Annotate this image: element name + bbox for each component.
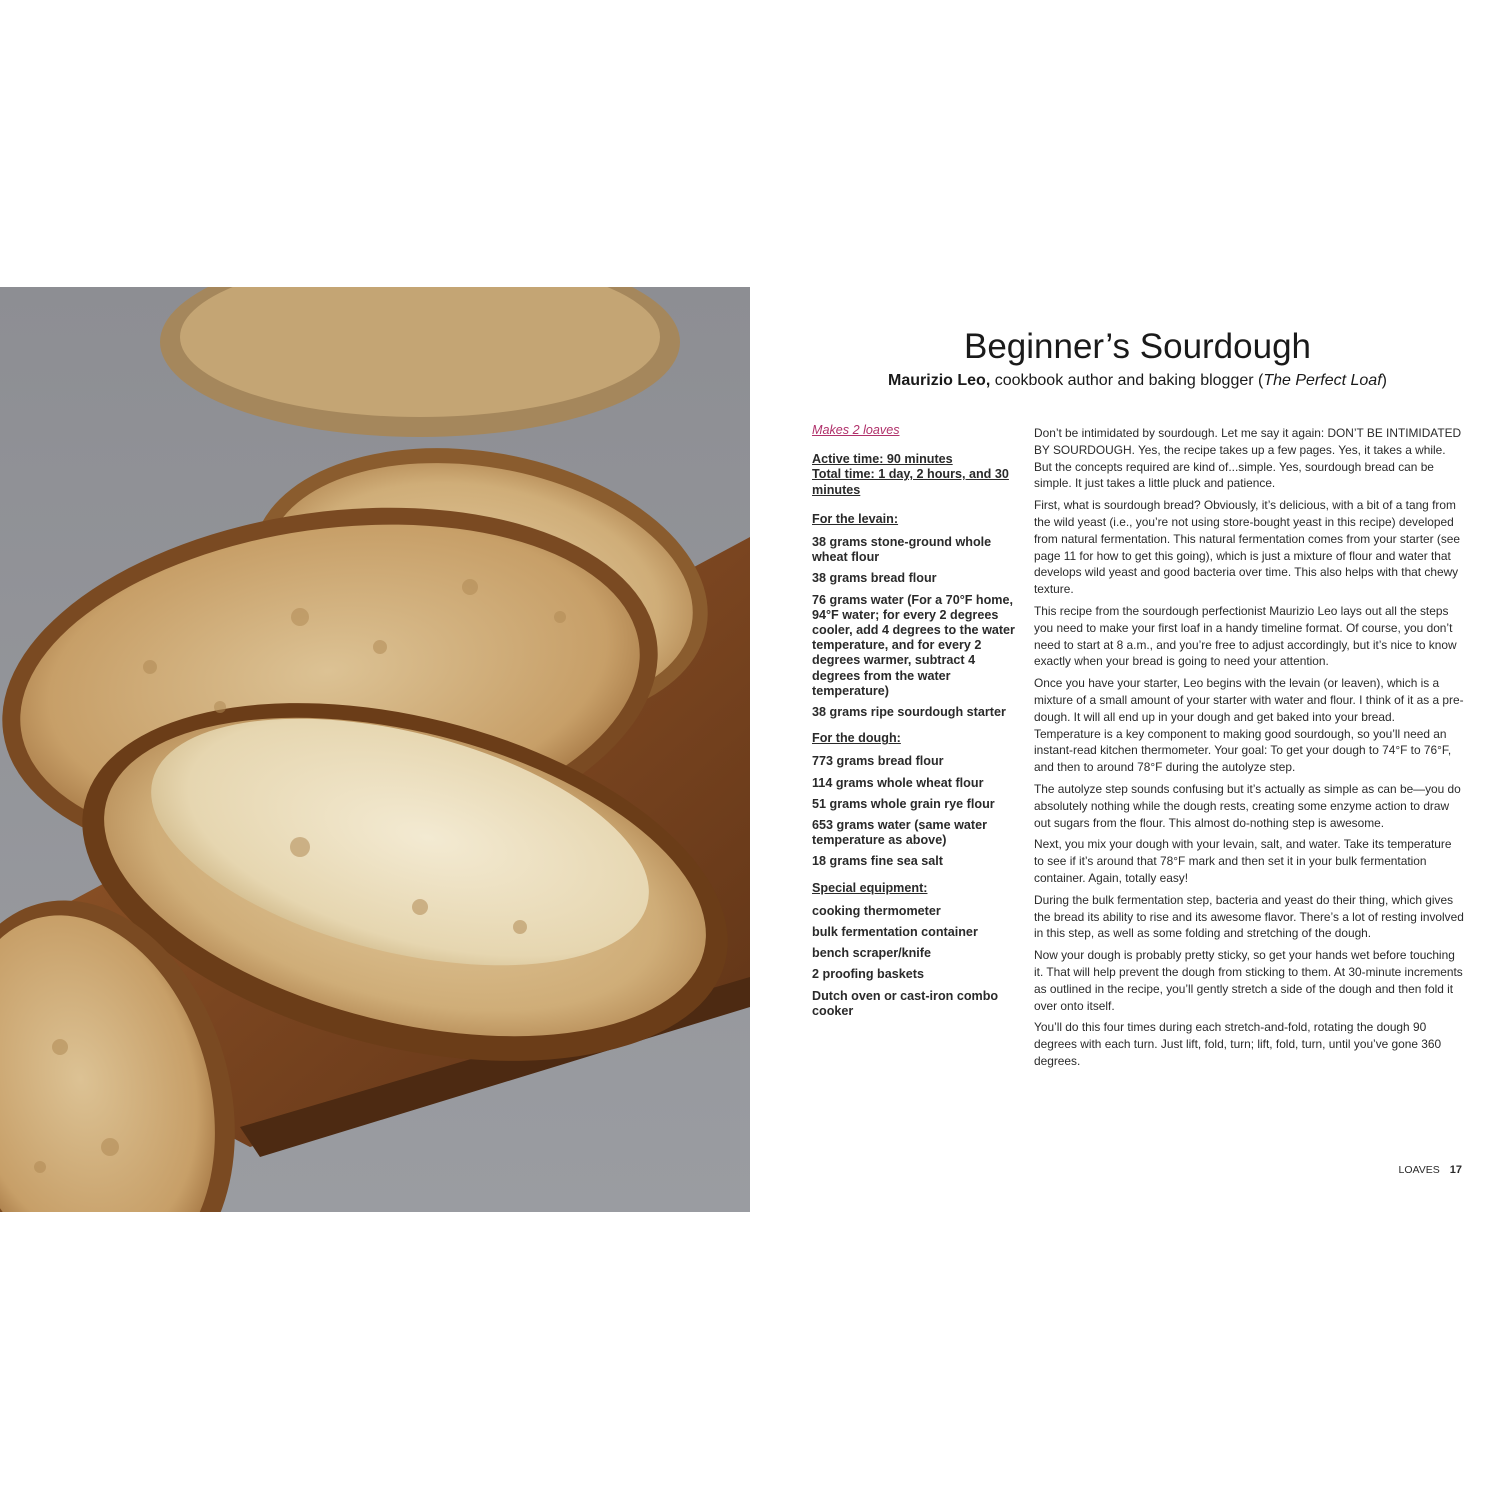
ingredients-sidebar: [812, 423, 1017, 1025]
ingredient-item: 51 grams whole grain rye flour: [812, 796, 995, 811]
body-paragraph: You’ll do this four times during each stretch-and-fold, rotating the dough 90 degrees with each turn. Just lift, fold, turn; lift, fold, turn, until you’ve gone 360 degrees.: [1034, 1020, 1442, 1068]
author-source: The Perfect Loaf: [1263, 372, 1382, 389]
body-paragraph: Now your dough is probably pretty sticky, so get your hands wet before touching it. That will help prevent the dough from sticking to them. At 30-minute increments as outlined in the recipe, you’ll gently stretch a side of the dough and then fold it over onto itself.: [1034, 948, 1463, 1013]
body-paragraph: This recipe from the sourdough perfectionist Maurizio Leo lays out all the steps you need to make your first loaf in a handy timeline format. Of course, you don’t need to start at 8 a.m., and you’re free to adjust accordingly, but it’s nice to know exactly when your bread is going to need your attention.: [1034, 603, 1457, 669]
author-role: cookbook author and baking blogger (: [990, 372, 1264, 389]
section-label: LOAVES: [1398, 1164, 1440, 1176]
active-time: Active time: 90 minutes: [812, 452, 953, 467]
equipment-item: bulk fermentation container: [812, 925, 978, 940]
equipment-item: 2 proofing baskets: [812, 967, 924, 982]
ingredient-item: 18 grams fine sea salt: [812, 854, 943, 869]
ingredient-item: 114 grams whole wheat flour: [812, 775, 984, 790]
ingredient-item: 38 grams bread flour: [812, 571, 937, 586]
bread-photo: [0, 287, 750, 1212]
ingredient-item: 773 grams bread flour: [812, 754, 944, 769]
recipe-intro-text: [1034, 425, 1464, 1075]
body-paragraph: First, what is sourdough bread? Obviously, it’s delicious, with a bit of a tang from the wild yeast (i.e., you’re not using store-bought yeast in this recipe) developed from natural fermentation. This natural fermentation comes from your starter (see page 11 for how to get this going), which is just a mixture of flour and water that develops wild yeast and good bacteria over time. This also helps with that chewy texture.: [1034, 498, 1461, 597]
equipment-item: bench scraper/knife: [812, 946, 931, 961]
total-time: Total time: 1 day, 2 hours, and 30 minutes: [812, 467, 1009, 497]
time-info: [812, 452, 1017, 498]
body-paragraph: The autolyze step sounds confusing but it’s actually as simple as can be—you do absolutely nothing while the dough rests, creating some enzyme action to draw out sugars from the flour. This almost do-nothing step is awesome.: [1034, 781, 1461, 830]
author-close: ): [1381, 372, 1387, 389]
equipment-item: cooking thermometer: [812, 903, 941, 918]
page-number: 17: [1449, 1164, 1462, 1176]
ingredient-item: 653 grams water (same water temperature as above): [812, 818, 988, 848]
ingredient-item: 38 grams stone-ground whole wheat flour: [812, 535, 992, 565]
author-name: Maurizio Leo,: [888, 372, 991, 389]
equipment-item: Dutch oven or cast-iron combo cooker: [812, 988, 999, 1018]
body-paragraph: Next, you mix your dough with your levain, salt, and water. Take its temperature to see if it’s around that 78°F mark and then set it in your bulk fermentation container. Again, totally easy!: [1034, 837, 1452, 885]
body-paragraph: Don’t be intimidated by sourdough. Let me say it again: DON’T BE INTIMIDATED BY SOURDOUGH. Yes, the recipe takes up a few pages. Yes, it takes a while. But the concepts required are kind of...simple. Yes, sourdough bread can be simple. It just takes a little pluck and patience.: [1034, 426, 1462, 491]
page-footer: [1399, 1164, 1463, 1176]
ingredient-item: 76 grams water (For a 70°F home, 94°F water; for every 2 degrees cooler, add 4 degrees to the water temperature, and for every 2 degrees warmer, subtract 4 degrees from the water temperature): [812, 592, 1015, 698]
recipe-page: [750, 287, 1500, 1212]
dough-heading: For the dough:: [812, 731, 901, 746]
recipe-byline: [750, 372, 1500, 390]
body-paragraph: Once you have your starter, Leo begins with the levain (or leaven), which is a mixture of a small amount of your starter with water and flour. I think of it as a pre-dough. It will all end up in your dough and get baked into your bread. Temperature is a key component to making good sourdough, so you’ll need an instant-read kitchen thermometer. Your goal: To get your dough to 74°F to 76°F, and then to around 78°F during the autolyze step.: [1034, 676, 1464, 775]
equipment-heading: Special equipment:: [812, 880, 928, 895]
levain-heading: For the levain:: [812, 511, 899, 526]
bread-illustration: [0, 287, 750, 1212]
body-paragraph: During the bulk fermentation step, bacteria and yeast do their thing, which gives the bread its ability to rise and its awesome flavor. There’s a lot of resting involved in this step, as well as some folding and stretching of the dough.: [1034, 892, 1464, 941]
yield-label: Makes 2 loaves: [812, 423, 900, 437]
recipe-title: Beginner’s Sourdough: [963, 327, 1312, 366]
ingredient-item: 38 grams ripe sourdough starter: [812, 705, 1006, 720]
